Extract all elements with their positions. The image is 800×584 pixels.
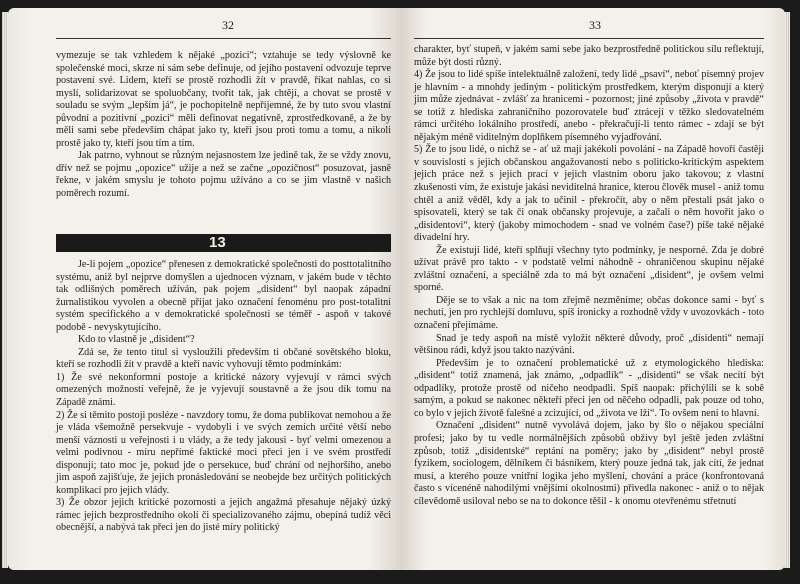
paragraph: Zdá se, že tento titul si vysloužili především ti občané sovětského bloku, kteří se rozhodli žít v pravdě a kteří navíc vyhovují těmto podmínkám: <box>56 346 391 371</box>
paragraph: charakter, byť stupeň, v jakém sami sebe jako bezprostředně politickou sílu reflektují, může být dosti různý. <box>414 44 764 68</box>
chapter-heading-bar <box>56 234 391 252</box>
text-block-before-chapter <box>56 50 391 201</box>
text-block-after-chapter <box>56 259 391 535</box>
left-page <box>8 8 400 570</box>
list-item: 5) Že to jsou lidé, o nichž se - ať už mají jakékoli povolání - na Západě hovoří častěji v souvislosti s jejich občanskou angažovaností nebo s politicko-kritickým aspektem jejich práce než s jejich prací v jejich vlastním oboru jako takovou; z vlastní zkušenosti vím, že existuje jakási neviditelná hranice, kterou člověk musel - aniž tomu chtěl a aniž věděl, kdy a jak to učinil - překročit, aby o něm přestali psát jako o spisovateli, který se tak či onak občansky projevuje, a začali o něm hovořit jako o „disidentovi“, který (jakoby mimochodem - snad ve volném čase?) píše také nějaké divadelní hry. <box>414 144 764 244</box>
paragraph: Především je to označení problematické už z etymologického hlediska: „disident“ totiž znamená, jak známo, „odpadlík“ - „disidenti“ se však necítí být odpadlíky, protože prostě od ničeho neodpadli. Spíš naopak: přichýlili se k sobě samým, a pokud se nakonec někteří přeci jen od něčeho odpadli, pak pouze od toho, co bylo v jejich životě falešné a zcizující, od „života ve lži“. To ovšem není to hlavní. <box>414 357 764 419</box>
paragraph: vymezuje se tak vzhledem k nějaké „pozici“; vztahuje se tedy výslovně ke společenské moci, skrze ni sám sebe definuje, od jejího postavení odvozuje teprve postavení své. Lidem, kteří se prostě rozhodli žít v pravdě, říkat nahlas, co si myslí, solidarizovat se spoluobčany, tvořit tak, jak chtějí, a chovat se prostě v souladu se svým „lepším já“, je pochopitelně nepříjemné, že by tuto svou vlastní původní a pozitivní „pozici“ měli definovat negativně, zprostředkovaně, a že by měli sami sebe především chápat jako ty, kteří jsou proti tomu a tomu, a nikoli prostě jako ty, kteří jsou tím a tím. <box>56 50 391 149</box>
list-item: 3) Že obzor jejich kritické pozornosti a jejich angažmá přesahuje nějaký úzký rámec jejich bezprostředního okolí či specializovaného zájmu, obepíná tudíž věci obecnější, a nabývá tak přeci jen do jisté míry politický <box>56 497 391 534</box>
paragraph: Že existují lidé, kteří splňují všechny tyto podmínky, je nesporné. Zda je dobré užívat právě pro takto - v podstatě velmi náhodně - ohraničenou skupinu nějaké zvláštní označení, a speciálně zda to má být označení „disident“, je ovšem velmi sporné. <box>414 244 764 294</box>
page-number: 32 <box>222 18 234 32</box>
paragraph: Kdo to vlastně je „disident“? <box>78 334 195 346</box>
list-item: 4) Že jsou to lidé spíše intelektuálně založení, tedy lidé „psaví“, neboť písemný projev je hlavním - a mnohdy jediným - politickým prostředkem, kterým disponují a který jim může zjednávat - zvlášť za hranicemi - pozornost; jiné způsoby „života v pravdě“ se totiž z hlediska zahraničního pozorovatele buď ztrácejí v těžko sledovatelném rámci určitého lokálního prostředí, anebo - překračují-li tento rámec - zdají se být nějakým méně viditelným doplňkem písemného vyjadřování. <box>414 69 764 143</box>
right-page <box>400 8 785 570</box>
paragraph: Jak patrno, vyhnout se různým nejasnostem lze jedině tak, že se vždy znovu, dřív než se pojmu „opozice“ užije a než se začne „opozičnost“ posuzovat, jasně řekne, v jakém smyslu je tohoto pojmu užíváno a co se jím vlastně v našich poměrech rozumí. <box>56 150 391 200</box>
paragraph: Označení „disident“ nutně vyvolává dojem, jako by šlo o nějakou speciální profesi; jako by tu vedle normálnějších způsobů obživy byl ještě jeden zvláštní způsob, totiž „disidentské“ reptání na poměry; jako by „disident“ nebyl prostě fyzikem, sociologem, dělníkem či básníkem, který pouze jedná tak, jak cítí, že jednat musí, a kterého pouze vnitřní logika jeho myšlení, chování a práce (konfrontovaná často s vícenéně nahodilými vnějšími okolnostmi) přivedla nakonec - aniž o to nějak cílevědomě usiloval nebo se na to dokonce těšil - k onomu otevřenému střetnutí <box>414 420 764 507</box>
text-block <box>414 44 764 508</box>
paragraph: Je-li pojem „opozice“ přenesen z demokratické společnosti do posttotalitního systému, aniž byl nejprve domyšlen a ujednocen význam, v jakém bude v těchto tak odlišných poměrech užíván, pak pojem „disident“ byl naopak západní žurnalistikou vyvolen a obecně přijat jako označení fenoménu pro post-totalitní systém specifického a v demokratické společnosti se téměř - aspoň v takové podobě - nevyskytujícího. <box>56 259 391 333</box>
paragraph: Děje se to však a nic na tom zřejmě nezměníme; občas dokonce sami - byť s nechutí, jen pro rychlejší domluvu, spíš ironicky a rozhodně vždy v uvozovkách - toto označení přejímáme. <box>414 294 764 332</box>
list-item: 2) Že si těmito postoji posléze - navzdory tomu, že doma publikovat nemohou a že je vláda všemožně persekvuje - vydobyli i ve svých zemích určité větší nebo menší váznosti u veřejnosti i u vlády, a že tedy jakousi - byť velmi omezenou a velmi podivnou - míru nepřímé faktické moci přeci jen i ve svém prostředí disponují; tato moc je, pokud jde o persekuce, buď chrání od nejhoršího, anebo jim aspoň zajišťuje, že jejich pronásledování se neobejde bez určitých politických komplikací pro jejich vlády. <box>56 409 391 496</box>
page-number: 33 <box>589 18 601 32</box>
chapter-number: 13 <box>209 234 226 251</box>
list-item: 1) Že své nekonformní postoje a kritické názory vyjevují v rámci svých omezených možností veřejně, že je vyjevují soustavně a že jsou dík tomu na Západě známi. <box>56 371 391 409</box>
header-rule <box>414 38 764 39</box>
header-rule <box>56 38 391 39</box>
paragraph: Snad je tedy aspoň na místě vyložit některé důvody, proč „disidenti“ nemají většinou rádi, když jsou takto nazýváni. <box>414 332 764 357</box>
